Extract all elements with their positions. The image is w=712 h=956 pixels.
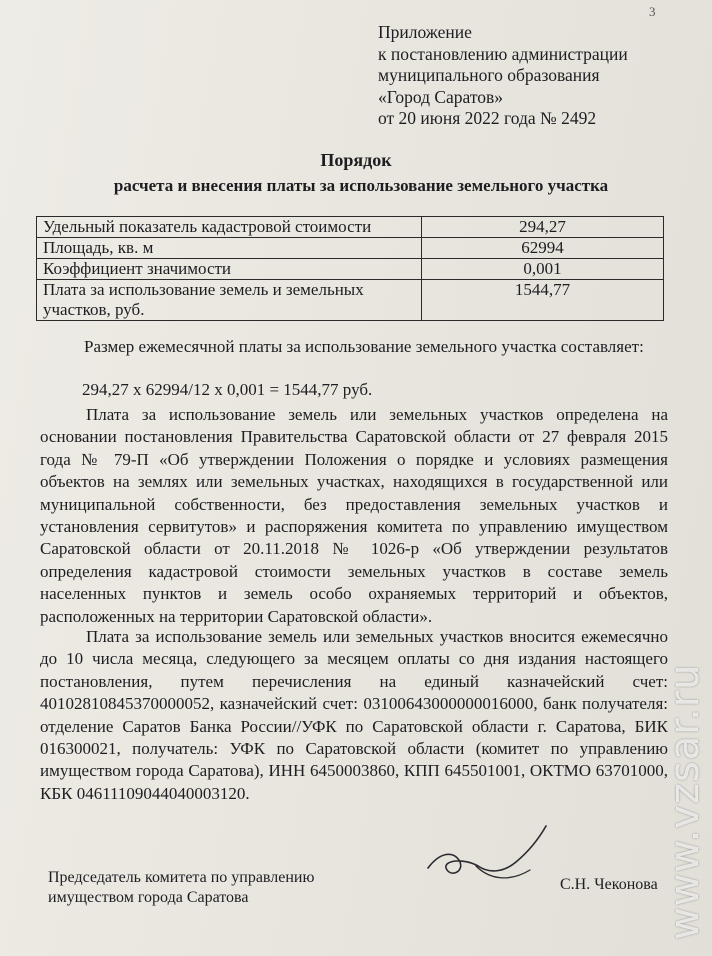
calculation-table xyxy=(36,216,664,321)
formula: 294,27 x 62994/12 x 0,001 = 1544,77 руб. xyxy=(82,380,373,399)
signer-name: С.Н. Чеконова xyxy=(560,876,658,893)
legal-basis-paragraph xyxy=(40,404,668,628)
intro-paragraph xyxy=(40,336,668,358)
appendix-line: «Город Саратов» xyxy=(378,86,504,107)
appendix-line: Приложение xyxy=(378,22,472,42)
table-cell-label: Удельный показатель кадастровой стоимости xyxy=(37,217,422,238)
appendix-line: от 20 июня 2022 года № 2492 xyxy=(378,108,597,128)
table-cell-value: 0,001 xyxy=(422,259,664,280)
table-row xyxy=(37,280,664,321)
table-cell-label: Площадь, кв. м xyxy=(37,238,422,259)
paragraph-text: Плата за использование земель или земельных участков вносится ежемесячно до 10 числа месяца, следующего за месяцем оплаты со дня издания настоящего постановления, путем перечисления на единый казначейский счет: 40102810845370000052, казначейский счет: 03100643000000016000, банк получателя: отделение Саратов Банка России//УФК по Саратовской области г. Саратова, БИК 016300021, получатель: УФК по Саратовской области (комитет по управлению имуществом города Саратова), ИНН 6450003860, КПП 645501001, ОКТМО 63701000, КБК 04611109044040003120. xyxy=(40,627,668,803)
page-number: 3 xyxy=(649,4,656,19)
table-row xyxy=(37,259,664,280)
table-cell-label: Плата за использование земель и земельных участков, руб. xyxy=(37,280,422,321)
appendix-line: к постановлению администрации xyxy=(378,43,628,64)
signatory-position xyxy=(48,868,314,908)
intro-text: Размер ежемесячной платы за использование земельного участка составляет: xyxy=(84,337,644,356)
position-line: имуществом города Саратова xyxy=(48,889,249,906)
document-title: Порядок xyxy=(320,150,392,170)
table-row xyxy=(37,238,664,259)
document-subtitle: расчета и внесения платы за использование земельного участка xyxy=(113,176,609,195)
paragraph-text: Плата за использование земель или земельных участков определена на основании постановления Правительства Саратовской области от 27 февраля 2015 года № 79-П «Об утверждении Положения о порядке и условиях размещения объектов на землях или земельных участках, находящихся в государственной или муниципальной собственности, без предоставления земельных участков и установления сервитутов» и распоряжения комитета по управлению имуществом Саратовской области от 20.11.2018 № 1026-р «Об утверждении результатов определения кадастровой стоимости земельных участков в составе земель населенных пунктов и земель особо охраняемых территорий и объектов, расположенных на территории Саратовской области». xyxy=(40,405,668,626)
table-cell-label: Коэффициент значимости xyxy=(37,259,422,280)
handwritten-signature xyxy=(420,822,560,886)
table-cell-value: 62994 xyxy=(422,238,664,259)
table-cell-value: 1544,77 xyxy=(422,280,664,321)
appendix-line: муниципального образования xyxy=(378,65,600,85)
appendix-header xyxy=(378,22,628,130)
position-line: Председатель комитета по управлению xyxy=(48,869,315,886)
watermark: www.vzsar.ru xyxy=(662,663,708,940)
table-cell-value: 294,27 xyxy=(422,217,664,238)
table-row xyxy=(37,217,664,238)
payment-details-paragraph xyxy=(40,626,668,805)
